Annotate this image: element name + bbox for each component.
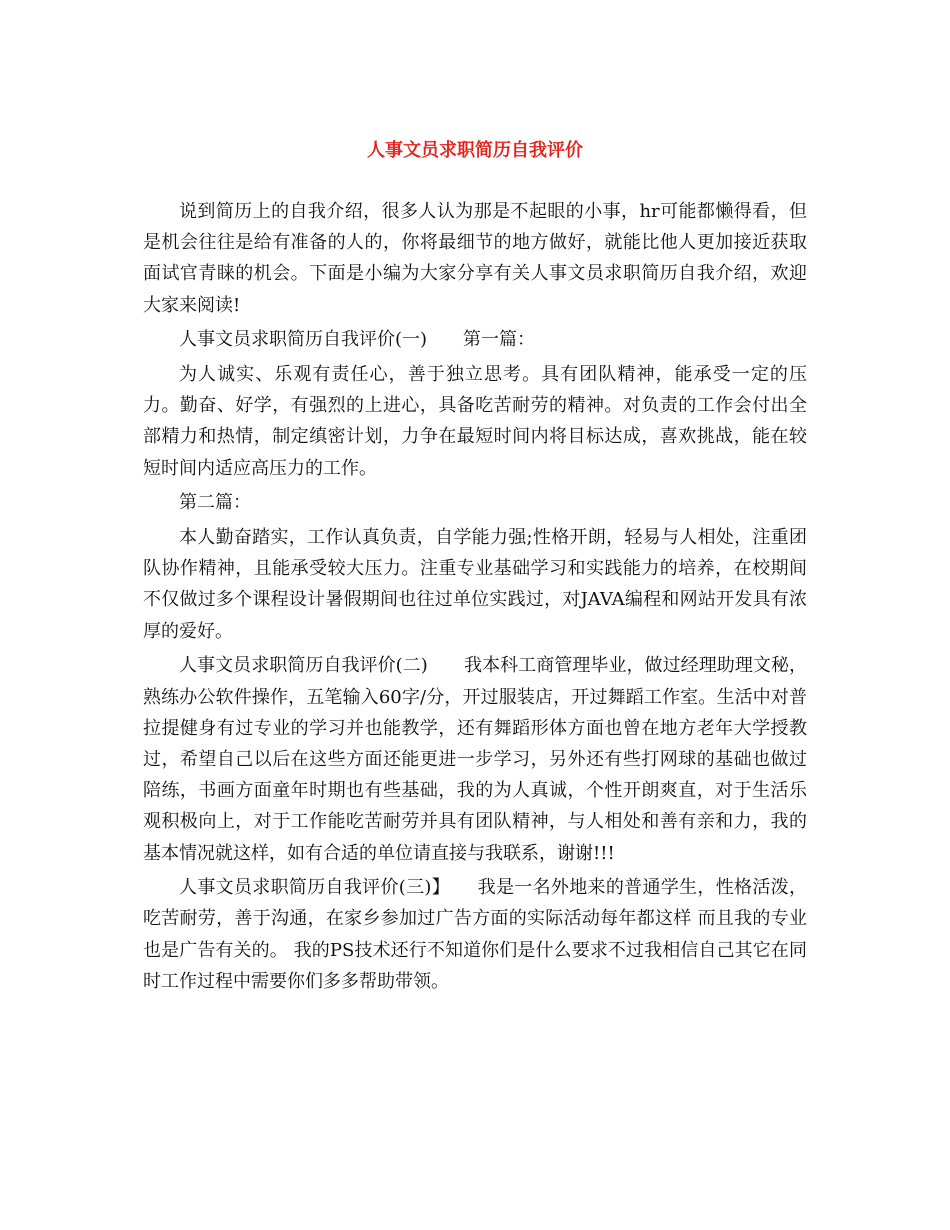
section-three-paragraph: 人事文员求职简历自我评价(三)】 我是一名外地来的普通学生，性格活泼，吃苦耐劳，善于沟通，在家乡参加过广告方面的实际活动每年都这样 而且我的专业也是广告有关的。 我的PS技术还行不知道你们是什么要求不过我相信自己其它在同时工作过程中需要你们多多帮助带领。 [143, 877, 807, 992]
section-one-paragraph: 为人诚实、乐观有责任心，善于独立思考。具有团队精神，能承受一定的压力。勤奋、好学，有强烈的上进心，具备吃苦耐劳的精神。对负责的工作会付出全部精力和热情，制定缜密计划，力争在最短时间内将目标达成，喜欢挑战，能在较短时间内适应高压力的工作。 [143, 364, 807, 479]
part-two-paragraph: 本人勤奋踏实，工作认真负责，自学能力强;性格开朗，轻易与人相处，注重团队协作精神，且能承受较大压力。注重专业基础学习和实践能力的培养，在校期间不仅做过多个课程设计暑假期间也往过单位实践过，对JAVA编程和网站开发具有浓厚的爱好。 [143, 527, 807, 642]
part-two-heading: 第二篇： [179, 492, 251, 514]
section-two-paragraph: 人事文员求职简历自我评价(二) 我本科工商管理毕业，做过经理助理文秘，熟练办公软件操作，五笔输入60字/分，开过服装店，开过舞蹈工作室。生活中对普拉提健身有过专业的学习并也能教学，还有舞蹈形体方面也曾在地方老年大学授教过，希望自己以后在这些方面还能更进一步学习，另外还有些打网球的基础也做过陪练，书画方面童年时期也有些基础，我的为人真诚，个性开朗爽直，对于生活乐观积极向上，对于工作能吃苦耐劳并具有团队精神，与人相处和善有亲和力，我的基本情况就这样，如有合适的单位请直接与我联系，谢谢!!! [143, 655, 807, 864]
page-title: 人事文员求职简历自我评价 [367, 140, 583, 161]
section-one-heading: 人事文员求职简历自我评价(一) 第一篇： [179, 329, 536, 351]
intro-paragraph: 说到简历上的自我介绍，很多人认为那是不起眼的小事，hr可能都懒得看，但是机会往往是给有准备的人的，你将最细节的地方做好，就能比他人更加接近获取面试官青睐的机会。下面是小编为大家分享有关人事文员求职简历自我介绍，欢迎大家来阅读! [143, 201, 807, 316]
document-body [143, 196, 807, 1001]
